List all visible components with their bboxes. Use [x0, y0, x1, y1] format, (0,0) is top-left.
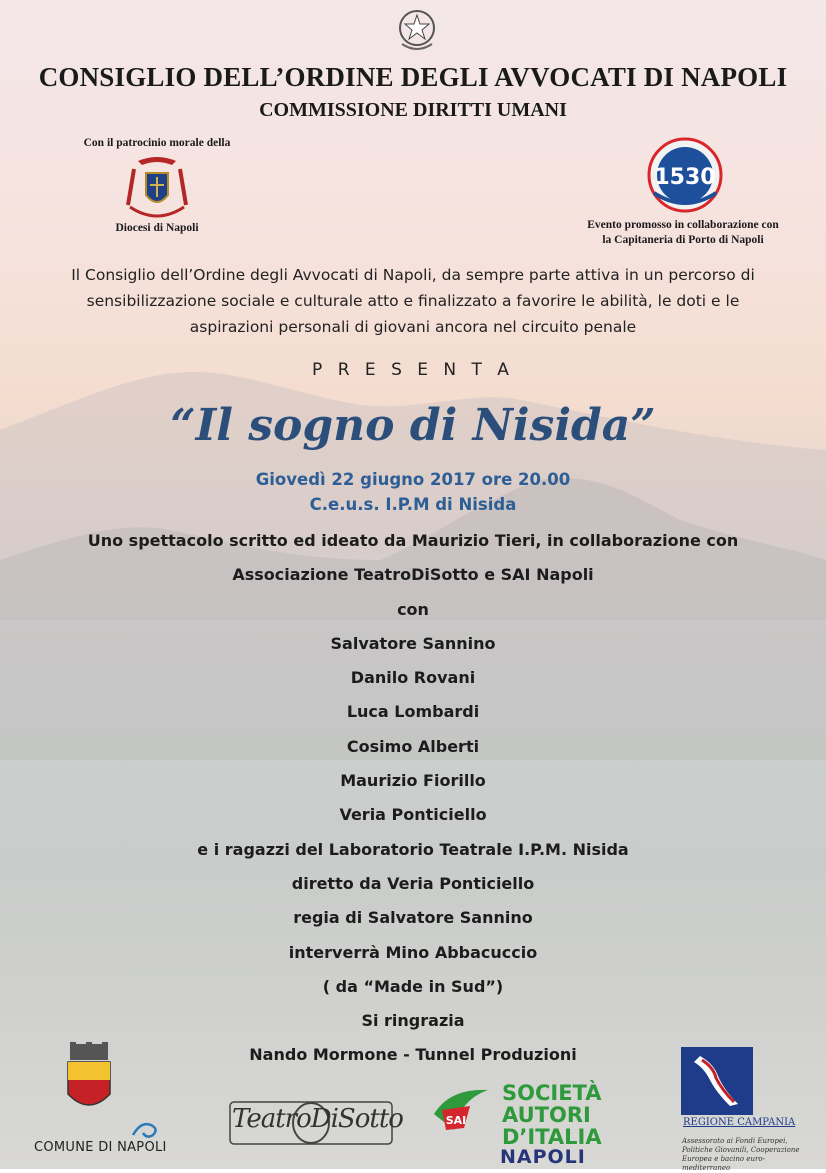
credit-line: Veria Ponticiello	[339, 805, 487, 825]
diocese-name: Diocesi di Napoli	[115, 222, 199, 234]
credit-line: Cosimo Alberti	[346, 736, 480, 756]
credit-line: Salvatore Sannino	[330, 633, 496, 653]
main-title: CONSIGLIO DELL’ORDINE DEGLI AVVOCATI DI NAPOLI	[38, 62, 788, 92]
promotion-line-1: Evento promosso in collaborazione con	[587, 219, 779, 231]
sai-mark-icon	[430, 1084, 492, 1136]
patronage-label: Con il patrocinio morale della	[83, 137, 231, 149]
credit-line: e i ragazzi del Laboratorio Teatrale I.P.M. Nisida	[197, 839, 629, 859]
credit-line: Uno spettacolo scritto ed ideato da Maurizio Tieri, in collaborazione con	[87, 531, 739, 550]
credit-line: interverrà Mino Abbacuccio	[288, 942, 538, 962]
wave-icon	[131, 1117, 161, 1141]
credit-line: Luca Lombardi	[346, 702, 480, 722]
siae-napoli-label: NAPOLI	[500, 1146, 586, 1168]
credit-line: Maurizio Fiorillo	[340, 771, 486, 791]
siae-line-3: D’ITALIA	[502, 1125, 602, 1149]
event-date: Giovedì 22 giugno 2017 ore 20.00	[255, 470, 571, 489]
intro-line-1: Il Consiglio dell’Ordine degli Avvocati di Napoli, da sempre parte attiva in un percorso di	[71, 266, 755, 284]
credit-line: con	[397, 599, 429, 619]
regione-campania-crest-icon	[680, 1046, 754, 1116]
coast-guard-number: 1530	[654, 165, 716, 190]
presents-label: P R E S E N T A	[312, 360, 514, 380]
sai-badge-label: SAI	[445, 1114, 467, 1127]
show-title: “Il sogno di Nisida”	[170, 400, 656, 451]
credits-list	[0, 528, 826, 1077]
intro-line-3: aspirazioni personali di giovani ancora nel circuito penale	[189, 318, 637, 336]
intro-line-2: sensibilizzazione sociale e culturale atto e finalizzato a favorire le abilità, le doti e le	[86, 292, 740, 310]
credit-line: Nando Mormone - Tunnel Produzioni	[249, 1045, 577, 1065]
diocese-crest-icon	[126, 155, 188, 221]
credit-line: Associazione TeatroDiSotto e SAI Napoli	[232, 565, 594, 585]
coast-guard-logo-icon	[640, 137, 730, 215]
promotion-note	[560, 218, 806, 248]
credit-line: regia di Salvatore Sannino	[293, 908, 533, 928]
siae-line-1: SOCIETÀ	[502, 1081, 602, 1105]
teatro-di-sotto-label: TeatroDiSotto	[232, 1104, 403, 1134]
regione-campania-subtitle: Assessorato ai Fondi Europei, Politiche Giovanili, Cooperazione Europea e bacino euro-mediterraneo	[682, 1137, 800, 1172]
intro-paragraph	[40, 262, 786, 340]
comune-napoli-label: COMUNE DI NAPOLI	[34, 1140, 167, 1155]
sub-title: COMMISSIONE DIRITTI UMANI	[259, 99, 567, 121]
naples-crest-icon	[62, 1042, 116, 1116]
credit-line: ( da “Made in Sud”)	[322, 976, 504, 996]
credit-line: diretto da Veria Ponticiello	[291, 873, 535, 893]
regione-campania-label: REGIONE CAMPANIA	[683, 1117, 796, 1128]
event-venue: C.e.u.s. I.P.M di Nisida	[309, 495, 517, 514]
siae-line-2: AUTORI	[502, 1103, 591, 1127]
credit-line: Si ringrazia	[361, 1011, 465, 1031]
italian-republic-emblem-icon	[396, 6, 438, 54]
promotion-line-2: la Capitaneria di Porto di Napoli	[602, 234, 764, 246]
credit-line: Danilo Rovani	[350, 668, 476, 688]
